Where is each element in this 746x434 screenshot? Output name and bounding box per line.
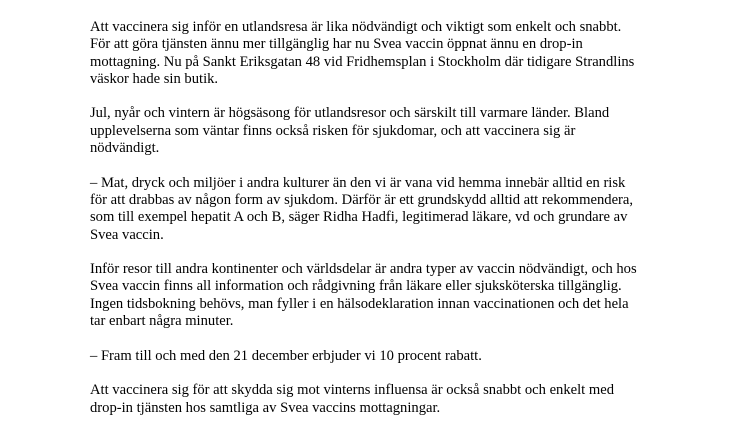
text-line: – Fram till och med den 21 december erbjuder vi 10 procent rabatt.: [90, 347, 482, 364]
text-line: för att drabbas av någon form av sjukdom. Därför är ett grundskydd alltid att rekommendera,: [90, 191, 634, 208]
text-line: mottagning. Nu på Sankt Eriksgatan 48 vid Fridhemsplan i Stockholm där tidigare Strandlins: [90, 53, 635, 70]
text-line: Att vaccinera sig inför en utlandsresa är lika nödvändigt och viktigt som enkelt och snabbt.: [90, 19, 622, 35]
text-line: som till exempel hepatit A och B, säger Ridha Hadfi, legitimerad läkare, vd och grundare av: [90, 209, 628, 226]
text-line: – Mat, dryck och miljöer i andra kulturer än den vi är vana vid hemma innebär alltid en risk: [90, 174, 626, 191]
text-line: Svea vaccin.: [90, 226, 164, 243]
text-line: Ingen tidsbokning behövs, man fyller i en hälsodeklaration innan vaccinationen och det hela: [90, 295, 629, 312]
text-line: Att vaccinera sig för att skydda sig mot vinterns influensa är också snabbt och enkelt med: [90, 382, 615, 399]
text-line: För att göra tjänsten ännu mer tillgänglig har nu Svea vaccin öppnat ännu en drop-in: [90, 36, 583, 53]
paragraph-quote: [90, 175, 710, 244]
text-line: tar enbart några minuter.: [90, 313, 234, 330]
paragraph-influenza: [90, 382, 710, 417]
text-line: Jul, nyår och vintern är högsäsong för utlandsresor och särskilt till varmare länder. Bland: [90, 105, 610, 122]
paragraph-discount: [90, 348, 710, 365]
text-line: Svea vaccin finns all information och rådgivning från läkare eller sjuksköterska tillgänglig.: [90, 278, 622, 295]
text-line: upplevelserna som väntar finns också risken för sjukdomar, och att vaccinera sig är: [90, 122, 576, 139]
paragraph-season: [90, 105, 710, 157]
paragraph-info: [90, 261, 710, 330]
text-line: Inför resor till andra kontinenter och världsdelar är andra typer av vaccin nödvändigt, och hos: [90, 261, 637, 278]
paragraph-intro: [90, 19, 710, 88]
text-line: drop-in tjänsten hos samtliga av Svea vaccins mottagningar.: [90, 399, 441, 416]
text-line: nödvändigt.: [90, 140, 160, 157]
document-page: [90, 19, 710, 434]
text-line: väskor hade sin butik.: [90, 70, 219, 87]
